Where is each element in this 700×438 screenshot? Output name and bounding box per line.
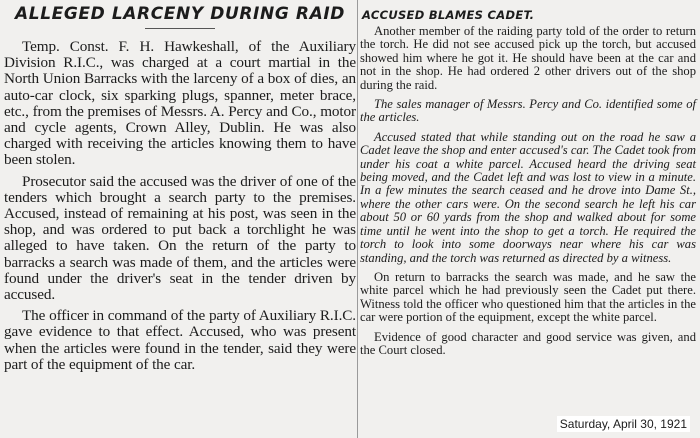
article-paragraph: The officer in command of the party of Auxiliary R.I.C. gave evidence to that effect. Accused, who was present when the articles were found in the tender, said they were part of the equipment of the car. (4, 307, 356, 373)
article-headline: ALLEGED LARCENY DURING RAID (15, 4, 345, 24)
date-stamp: Saturday, April 30, 1921 (557, 416, 690, 432)
left-column (4, 2, 356, 438)
article-paragraph: On return to barracks the search was made, and he saw the white parcel which he had previously seen the Cadet put there. Witness told the officer who questioned him that the articles in the car were portion of the equipment, except the white parcel. (360, 269, 696, 325)
column-divider (357, 0, 358, 438)
article-paragraph: The sales manager of Messrs. Percy and Co. identified some of the articles. (360, 97, 696, 125)
right-column (360, 2, 696, 438)
article-paragraph: Temp. Const. F. H. Hawkeshall, of the Auxiliary Division R.I.C., was charged at a court martial in the North Union Barracks with the larceny of a box of dies, an auto-car clock, six sparking plugs, spanner, meter brace, etc., from the premises of Messrs. A. Percy and Co., motor and cycle agents, Crown Alley, Dublin. He was also charged with receiving the articles knowing them to have been stolen. (4, 38, 356, 169)
article-paragraph: Another member of the raiding party told of the order to return the torch. He did not see accused pick up the torch, but accused showed him where he got it. He should have been at the car and not in the shop. He had ordered 2 other drivers out of the shop during the raid. (360, 24, 696, 92)
article-paragraph: Evidence of good character and good service was given, and the Court closed. (360, 329, 696, 357)
right-column-body (360, 25, 696, 357)
left-column-body (4, 39, 356, 373)
article-paragraph: Accused stated that while standing out on the road he saw a Cadet leave the shop and enter accused's car. The Cadet took from under his coat a white parcel. Accused heard the driving seat being moved, and the Cadet left and was lost to view in a minute. In a few minutes the search ceased and he drove into Dame St., where the other cars were. On the second search he left his car about 50 or 60 yards from the shop and walked about for some time until he went into the shop to get a torch. He required the torch to look into some doorways near where his car was standing, and the torch was returned as directed by a witness. (360, 129, 696, 265)
headline-rule (145, 28, 215, 29)
article-paragraph: Prosecutor said the accused was the driver of one of the tenders which brought a search party to the premises. Accused, instead of remaining at his post, was seen in the shop, and was ordered to put back a torchlight he was alleged to have taken. On the return of the party to barracks a search was made of them, and the articles were found under the driver's seat in the tender driven by accused. (4, 172, 356, 304)
subheading: ACCUSED BLAMES CADET. (362, 8, 535, 22)
